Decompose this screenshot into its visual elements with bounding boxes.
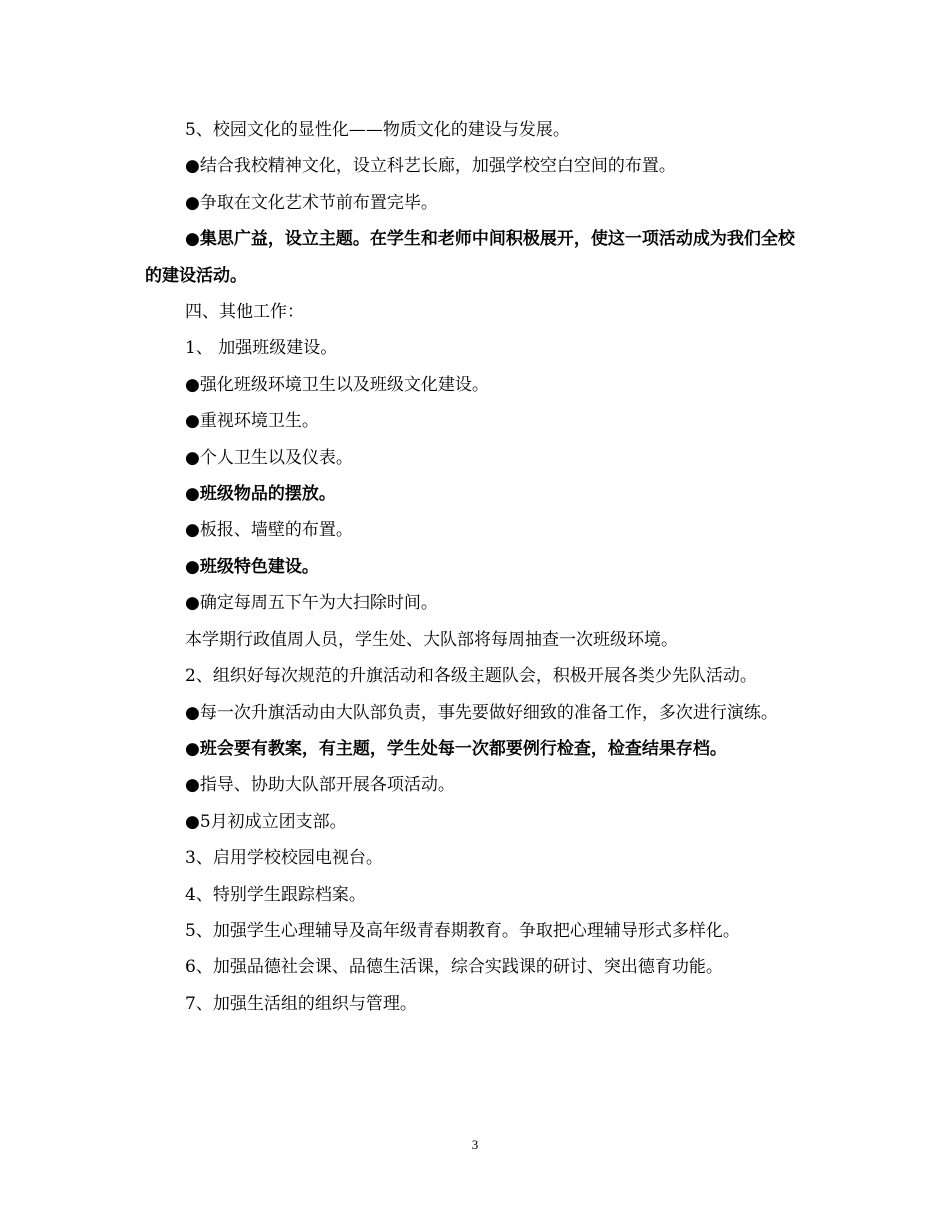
paragraph: 7、加强生活组的组织与管理。 (185, 993, 417, 1014)
paragraph: 3、启用学校校园电视台。 (185, 848, 383, 869)
section-heading: 四、其他工作： (185, 302, 304, 323)
bullet-paragraph: ●个人卫生以及仪表。 (185, 447, 353, 468)
bullet-paragraph: ●强化班级环境卫生以及班级文化建设。 (185, 374, 489, 395)
bullet-paragraph: ●争取在文化艺术节前布置完毕。 (185, 192, 438, 213)
paragraph: 本学期行政值周人员，学生处、大队部将每周抽查一次班级环境。 (185, 629, 678, 650)
bullet-paragraph: ●确定每周五下午为大扫除时间。 (185, 593, 438, 614)
bullet-paragraph: ●指导、协助大队部开展各项活动。 (185, 775, 455, 796)
bullet-paragraph: ●结合我校精神文化，设立科艺长廊，加强学校空白空间的布置。 (185, 156, 676, 177)
bullet-paragraph: ●重视环境卫生。 (185, 411, 319, 432)
paragraph: 5、校园文化的显性化——物质文化的建设与发展。 (185, 120, 570, 140)
bullet-paragraph: ●每一次升旗活动由大队部负责，事先要做好细致的准备工作，多次进行演练。 (185, 702, 778, 723)
bullet-paragraph: ●5月初成立团支部。 (185, 811, 347, 832)
document-body (145, 112, 805, 1022)
bullet-paragraph-bold: ●集思广益，设立主题。在学生和老师中间积极展开，使这一项活动成为我们全校的建设活动。 (145, 229, 795, 286)
bullet-paragraph-bold: ●班级特色建设。 (185, 556, 319, 577)
bullet-paragraph-bold: ●班会要有教案，有主题，学生处每一次都要例行检查，检查结果存档。 (185, 738, 727, 759)
bullet-paragraph: ●板报、墙壁的布置。 (185, 520, 353, 541)
page-number: 3 (471, 1137, 479, 1152)
bullet-paragraph-bold: ●班级物品的摆放。 (185, 484, 336, 505)
paragraph: 2、组织好每次规范的升旗活动和各级主题队会，积极开展各类少先队活动。 (185, 666, 757, 687)
paragraph: 1、 加强班级建设。 (185, 338, 338, 359)
paragraph: 4、特别学生跟踪档案。 (185, 884, 366, 905)
paragraph: 5、加强学生心理辅导及高年级青春期教育。争取把心理辅导形式多样化。 (185, 920, 740, 941)
paragraph: 6、加强品德社会课、品德生活课，综合实践课的研讨、突出德育功能。 (185, 957, 723, 978)
